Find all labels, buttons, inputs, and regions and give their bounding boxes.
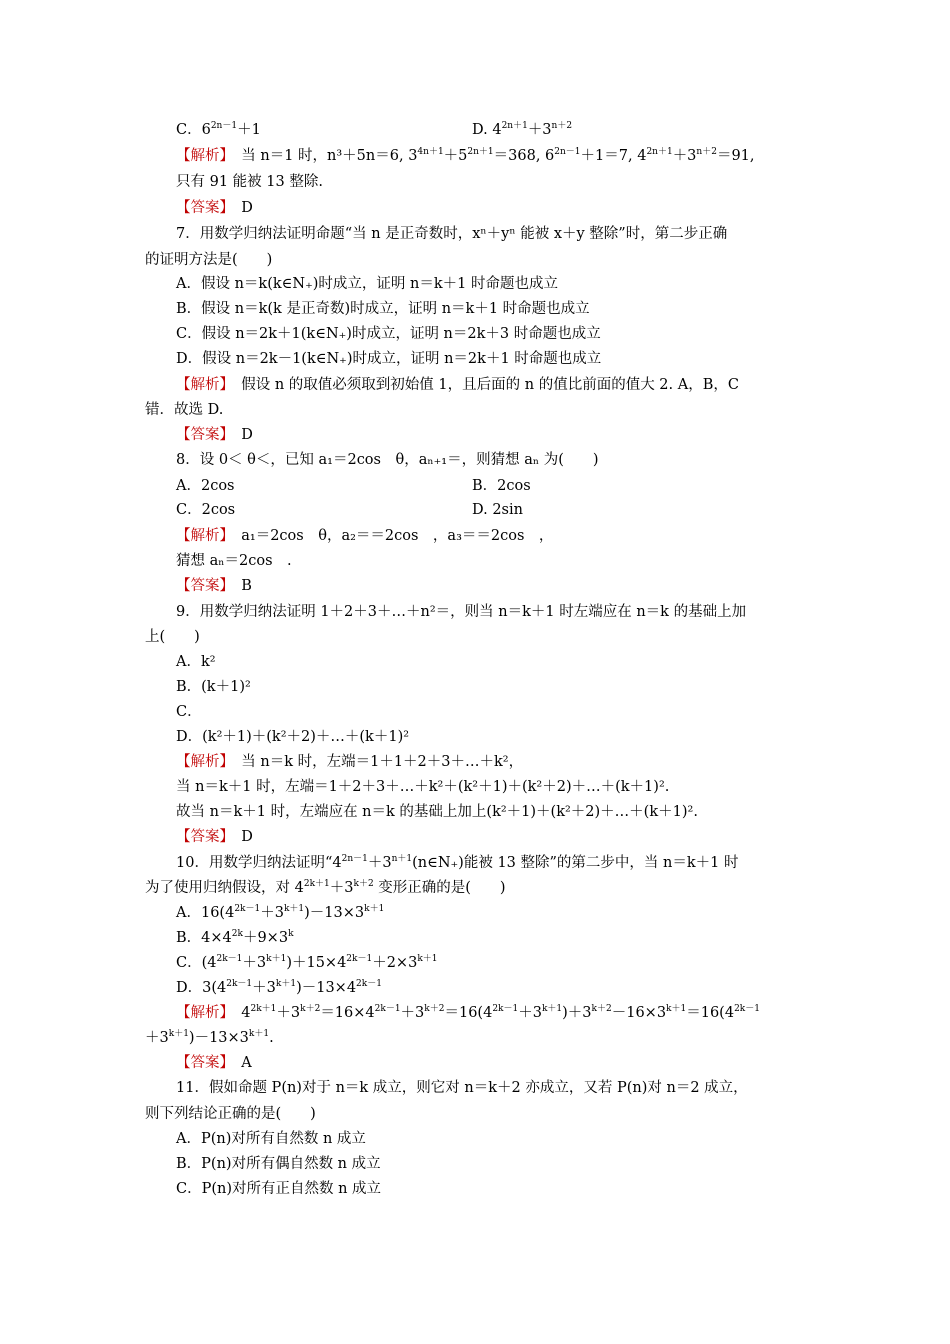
analysis-text: a₁＝2cos θ，a₂＝＝2cos ，a₃＝＝2cos ， — [226, 528, 554, 544]
text-line: 只有 91 能被 13 整除. — [176, 174, 323, 190]
answer-tag: 【答案】 — [176, 427, 227, 443]
analysis-tag: 【解析】 — [176, 528, 227, 544]
question-10: 10．用数学归纳法证明“$4^{2n-1}+3^{n+1}(n\in N_+)$能被 13 整除”的第二步中，当 n＝k＋1 时 — [176, 854, 739, 871]
answer-text: D — [226, 427, 253, 443]
option-c: C．P(n)对所有正自然数 n 成立 — [176, 1181, 382, 1197]
question-8: 8．设 0＜ θ＜，已知 a₁＝2cos θ，aₙ₊₁＝，则猜想 aₙ 为( ) — [176, 452, 599, 468]
analysis-line — [176, 375, 739, 395]
analysis-text: $4^{2k+1}+3^{k+2}=16\times 4^{2k-1}+3^{k+2}=16(4^{2k-1}+3^{k+1})+3^{k+2}-16\times 3^{k+1}=16(4^{2k-1}$ — [226, 1004, 760, 1021]
option-d: D．假设 n＝2k－1(k∈N₊)时成立，证明 n＝2k＋1 时命题也成立 — [176, 351, 602, 367]
option-d: D. 2sin — [472, 502, 523, 518]
option-a: A．2cos — [176, 478, 235, 494]
option-a: A．$16(4^{2k-1}+3^{k+1})-13\times 3^{k+1}$ — [176, 904, 385, 921]
answer-text: D — [226, 829, 253, 845]
answer-tag: 【答案】 — [176, 1055, 227, 1071]
option-a: A．P(n)对所有自然数 n 成立 — [176, 1131, 366, 1147]
option-c: C．假设 n＝2k＋1(k∈N₊)时成立，证明 n＝2k＋3 时命题也成立 — [176, 326, 601, 342]
option-a: A．假设 n＝k(k∈N₊)时成立，证明 n＝k＋1 时命题也成立 — [176, 276, 558, 292]
option-b: B．(k＋1)² — [176, 679, 251, 695]
question-9: 9．用数学归纳法证明 1＋2＋3＋…＋n²＝，则当 n＝k＋1 时左端应在 n＝k 的基础上加 — [176, 604, 747, 620]
answer-line — [176, 1053, 252, 1073]
text-line: 上( ) — [145, 629, 200, 645]
analysis-tag: 【解析】 — [176, 1005, 227, 1021]
text-line: 错．故选 D. — [145, 402, 224, 418]
analysis-text: 假设 n 的取值必须取到初始值 1，且后面的 n 的值比前面的值大 2. A，B，C — [226, 377, 739, 393]
text-line: 则下列结论正确的是( ) — [145, 1106, 316, 1122]
answer-line — [176, 425, 253, 445]
text-line: 当 n＝k＋1 时，左端＝1＋2＋3＋…＋k²＋(k²＋1)＋(k²＋2)＋…＋(k＋1)². — [176, 779, 670, 795]
option-c: C．$(4^{2k-1}+3^{k+1})+15\times 4^{2k-1}+2\times 3^{k+1}$ — [176, 954, 438, 971]
answer-text: B — [226, 578, 252, 594]
analysis-text: 当 n＝1 时，n³＋5n＝6, $3^{4n+1}+5^{2n+1}=368$, $6^{2n-1}+1=7$, $4^{2n+1}+3^{n+2}=91$, — [226, 147, 755, 164]
answer-tag: 【答案】 — [176, 829, 227, 845]
option-d-q6: D. $4^{2n+1}+3^{n+2}$ — [472, 121, 573, 138]
option-c-q6: C．$6^{2n-1}+1$ — [176, 121, 261, 138]
analysis-text: 当 n＝k 时，左端＝1＋1＋2＋3＋…＋k²， — [226, 754, 524, 770]
option-b: B．$4\times 4^{2k}+9\times 3^k$ — [176, 929, 294, 946]
option-d: D．$3(4^{2k-1}+3^{k+1})-13\times 4^{2k-1}$ — [176, 979, 382, 996]
text-line: 为了使用归纳假设，对 $4^{2k+1}+3^{k+2}$ 变形正确的是( ) — [145, 879, 506, 896]
answer-line — [176, 576, 252, 596]
option-b: B．2cos — [472, 478, 531, 494]
analysis-line — [176, 526, 553, 546]
option-b: B．假设 n＝k(k 是正奇数)时成立，证明 n＝k＋1 时命题也成立 — [176, 301, 590, 317]
analysis-line — [176, 146, 755, 166]
analysis-tag: 【解析】 — [176, 754, 227, 770]
option-a: A．k² — [176, 654, 216, 670]
answer-tag: 【答案】 — [176, 578, 227, 594]
question-11: 11．假如命题 P(n)对于 n＝k 成立，则它对 n＝k＋2 亦成立，又若 P(n)对 n＝2 成立， — [176, 1080, 748, 1096]
answer-text: D — [226, 200, 253, 216]
text-line: 的证明方法是( ) — [145, 252, 273, 268]
analysis-line — [176, 752, 523, 772]
text-line: 故当 n＝k＋1 时，左端应在 n＝k 的基础上加上(k²＋1)＋(k²＋2)＋…＋(k＋1)². — [176, 804, 698, 820]
option-c: C． — [176, 704, 202, 720]
text-line: $+3^{k+1})-13\times 3^{k+1}$. — [145, 1029, 274, 1046]
analysis-tag: 【解析】 — [176, 148, 227, 164]
analysis-tag: 【解析】 — [176, 377, 227, 393]
answer-tag: 【答案】 — [176, 200, 227, 216]
option-d: D．(k²＋1)＋(k²＋2)＋…＋(k＋1)² — [176, 729, 410, 745]
answer-line — [176, 827, 253, 847]
text-line: 猜想 aₙ＝2cos . — [176, 553, 292, 569]
analysis-line — [176, 1003, 760, 1023]
option-c: C．2cos — [176, 502, 236, 518]
answer-line — [176, 198, 253, 218]
question-7: 7．用数学归纳法证明命题“当 n 是正奇数时，xⁿ＋yⁿ 能被 x＋y 整除”时，第二步正确 — [176, 226, 728, 242]
answer-text: A — [226, 1055, 252, 1071]
option-b: B．P(n)对所有偶自然数 n 成立 — [176, 1156, 381, 1172]
